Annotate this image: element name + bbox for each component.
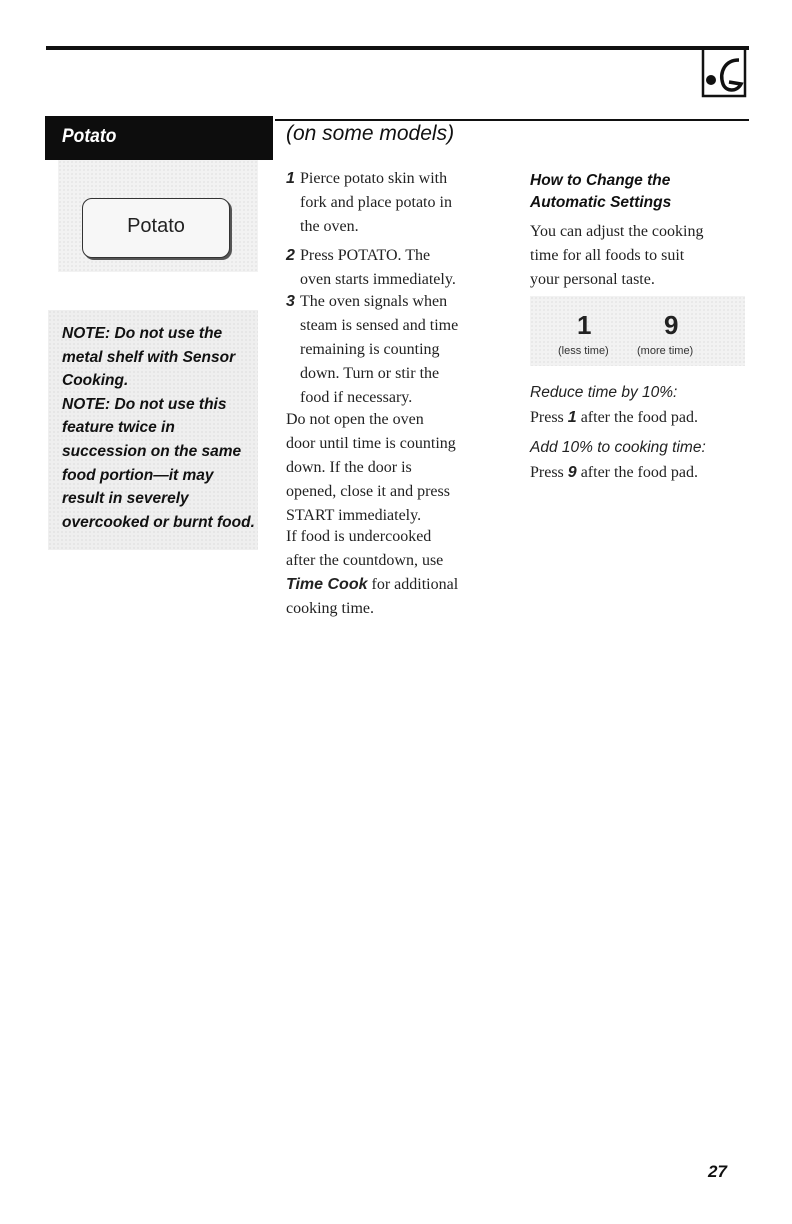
note-line: Cooking. [62,372,129,390]
note-line: NOTE: Do not use the [62,325,223,342]
step-number: 2 [286,247,295,264]
step-3 [286,290,516,410]
key-9-digit: 9 [664,310,679,340]
door-paragraph [286,408,506,528]
key-ref: 1 [567,409,577,426]
note-text [62,322,262,534]
step-line: oven starts immediately. [300,271,456,288]
reduce-heading: Reduce time by 10%: [530,384,678,401]
step-line: the oven. [300,218,359,235]
key-1-digit: 1 [577,310,592,340]
step-1 [286,167,516,239]
note-line: overcooked or burnt food. [62,513,255,531]
paragraph-line: time for all foods to suit [530,247,685,264]
instruction-text: Press [530,464,568,481]
top-rule [46,46,749,50]
instruction-text: after the food pad. [576,464,698,481]
step-line: Press POTATO. The [300,247,431,264]
howto-heading [530,170,750,214]
key-ref: 9 [567,464,577,481]
paragraph-line: opened, close it and press [286,483,450,500]
key-1-caption: (less time) [558,345,609,357]
note-line: food portion—it may [62,466,214,484]
ge-logo-icon [699,50,747,98]
note-line: result in severely [62,490,189,508]
paragraph-text: for additional [367,576,459,593]
note-line: metal shelf with Sensor [62,348,236,366]
section-title: Potato [62,126,117,147]
paragraph-line: If food is undercooked [286,528,432,545]
section-subtitle: (on some models) [286,122,455,145]
step-line: The oven signals when [300,293,448,310]
paragraph-line: Do not open the oven [286,411,424,428]
paragraph-line: door until time is counting [286,435,456,452]
instruction-text: after the food pad. [576,409,698,426]
heading-line: Automatic Settings [530,194,672,211]
note-line: NOTE: Do not use this [62,395,227,413]
paragraph-line: START immediately. [286,507,422,524]
note-line: feature twice in [62,419,175,437]
paragraph-line: your personal taste. [530,271,655,288]
time-cook-ref: Time Cook [286,576,368,593]
step-number: 1 [286,170,295,187]
step-line: fork and place potato in [300,194,452,211]
instruction-text: Press [530,409,568,426]
paragraph-line: down. If the door is [286,459,412,476]
paragraph-line [286,573,506,597]
step-line: steam is sensed and time [300,317,459,334]
potato-pad-label: Potato [127,215,185,237]
page-number: 27 [708,1162,727,1181]
key-9-caption: (more time) [637,345,694,357]
add-heading: Add 10% to cooking time: [530,439,706,456]
note-line: succession on the same [62,442,242,460]
potato-pad-button [82,198,230,258]
add-instruction [530,461,755,485]
heading-line: How to Change the [530,172,671,189]
step-line: food if necessary. [300,389,413,406]
howto-intro [530,220,755,292]
step-2 [286,244,516,292]
paragraph-line: You can adjust the cooking [530,223,704,240]
section-rule [275,119,749,121]
step-number: 3 [286,293,295,310]
paragraph-line: cooking time. [286,600,374,617]
paragraph-line: after the countdown, use [286,552,444,569]
undercooked-paragraph [286,525,506,621]
step-line: remaining is counting [300,341,440,358]
reduce-instruction [530,406,755,430]
step-line: Pierce potato skin with [300,170,448,187]
step-line: down. Turn or stir the [300,365,440,382]
